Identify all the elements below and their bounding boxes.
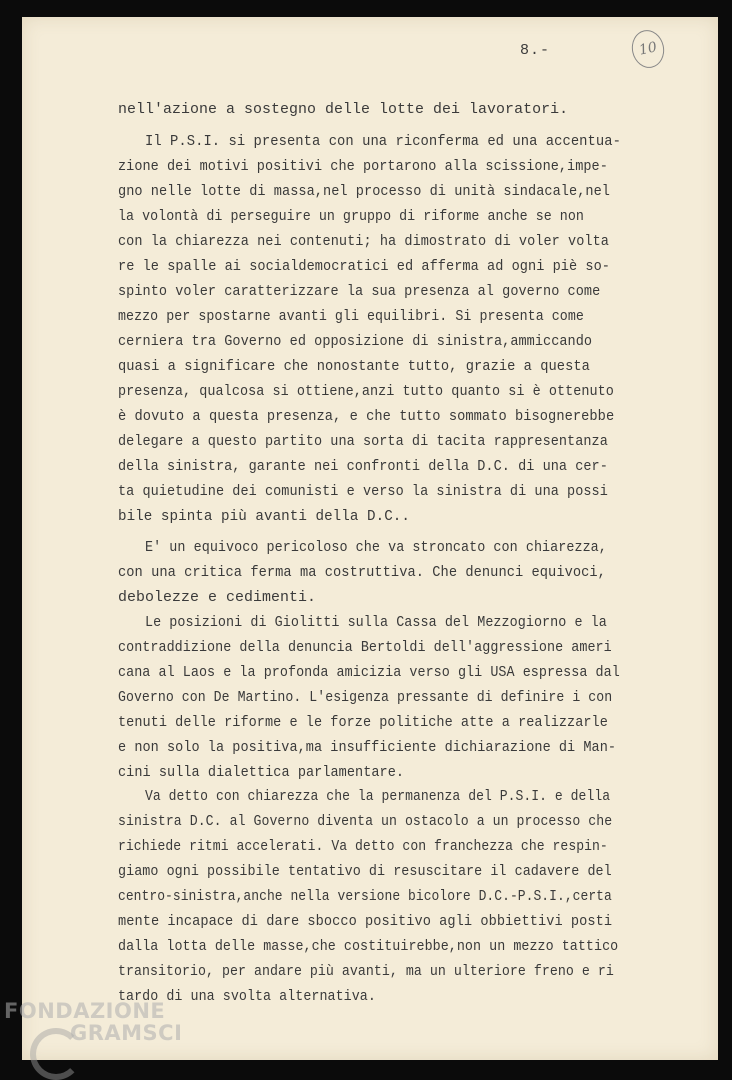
text-line: con una critica ferma ma costruttiva. Che denunci equivoci,	[118, 565, 606, 581]
text-line: cerniera tra Governo ed opposizione di sinistra,ammiccando	[118, 334, 593, 350]
text-line: ta quietudine dei comunisti e verso la sinistra di una possi	[118, 484, 608, 500]
text-line: sinistra D.C. al Governo diventa un ostacolo a un processo che	[118, 814, 613, 830]
text-line: zione dei motivi positivi che portarono alla scissione,impe-	[118, 159, 608, 175]
text-line: Va detto con chiarezza che la permanenza del P.S.I. e della	[145, 789, 611, 805]
text-line: bile spinta più avanti della D.C..	[118, 509, 410, 525]
text-line: debolezze e cedimenti.	[118, 590, 317, 606]
text-line: è dovuto a questa presenza, e che tutto sommato bisognerebbe	[118, 409, 615, 425]
text-line: giamo ogni possibile tentativo di resuscitare il cadavere del	[118, 864, 612, 880]
text-line: centro-sinistra,anche nella versione bicolore D.C.-P.S.I.,certa	[118, 889, 612, 905]
text-line: contraddizione della denuncia Bertoldi dell'aggressione ameri	[118, 640, 612, 656]
text-line: Le posizioni di Giolitti sulla Cassa del Mezzogiorno e la	[145, 615, 607, 631]
text-line: e non solo la positiva,ma insufficiente dichiarazione di Man-	[118, 740, 617, 756]
watermark-line-2: GRAMSCI	[70, 1021, 183, 1045]
text-line: delegare a questo partito una sorta di tacita rappresentanza	[118, 434, 608, 450]
text-line: Il P.S.I. si presenta con una riconferma ed una accentua-	[145, 134, 621, 150]
text-line: quasi a significare che nonostante tutto, grazie a questa	[118, 359, 590, 375]
text-line: Governo con De Martino. L'esigenza pressante di definire i con	[118, 690, 613, 706]
text-line: richiede ritmi accelerati. Va detto con franchezza che respin-	[118, 839, 608, 855]
text-line: mente incapace di dare sbocco positivo agli obbiettivi posti	[118, 914, 613, 930]
text-line: cana al Laos e la profonda amicizia verso gli USA espressa dal	[118, 665, 620, 681]
text-line: presenza, qualcosa si ottiene,anzi tutto quanto si è ottenuto	[118, 384, 614, 400]
archive-stamp: 10	[628, 27, 667, 71]
watermark	[4, 1000, 182, 1044]
text-line: re le spalle ai socialdemocratici ed afferma ad ogni piè so-	[118, 259, 611, 275]
text-line: tenuti delle riforme e le forze politiche atte a realizzarle	[118, 715, 608, 731]
text-line: con la chiarezza nei contenuti; ha dimostrato di voler volta	[118, 234, 609, 250]
text-line: gno nelle lotte di massa,nel processo di unità sindacale,nel	[118, 184, 611, 200]
text-line: cini sulla dialettica parlamentare.	[118, 765, 405, 781]
text-line: tardo di una svolta alternativa.	[118, 989, 376, 1005]
text-line: dalla lotta delle masse,che costituirebbe,non un mezzo tattico	[118, 939, 619, 955]
page-number: 8.-	[520, 42, 551, 59]
watermark-line-1: FONDAZIONE	[4, 999, 166, 1023]
text-line: la volontà di perseguire un gruppo di riforme anche se non	[118, 209, 584, 225]
text-line: transitorio, per andare più avanti, ma un ulteriore freno e ri	[118, 964, 614, 980]
text-line: mezzo per spostarne avanti gli equilibri. Si presenta come	[118, 309, 584, 325]
text-line: E' un equivoco pericoloso che va stroncato con chiarezza,	[145, 540, 607, 556]
text-line: spinto voler caratterizzare la sua presenza al governo come	[118, 284, 601, 300]
text-line: nell'azione a sostegno delle lotte dei lavoratori.	[118, 102, 569, 118]
text-line: della sinistra, garante nei confronti della D.C. di una cer-	[118, 459, 608, 475]
